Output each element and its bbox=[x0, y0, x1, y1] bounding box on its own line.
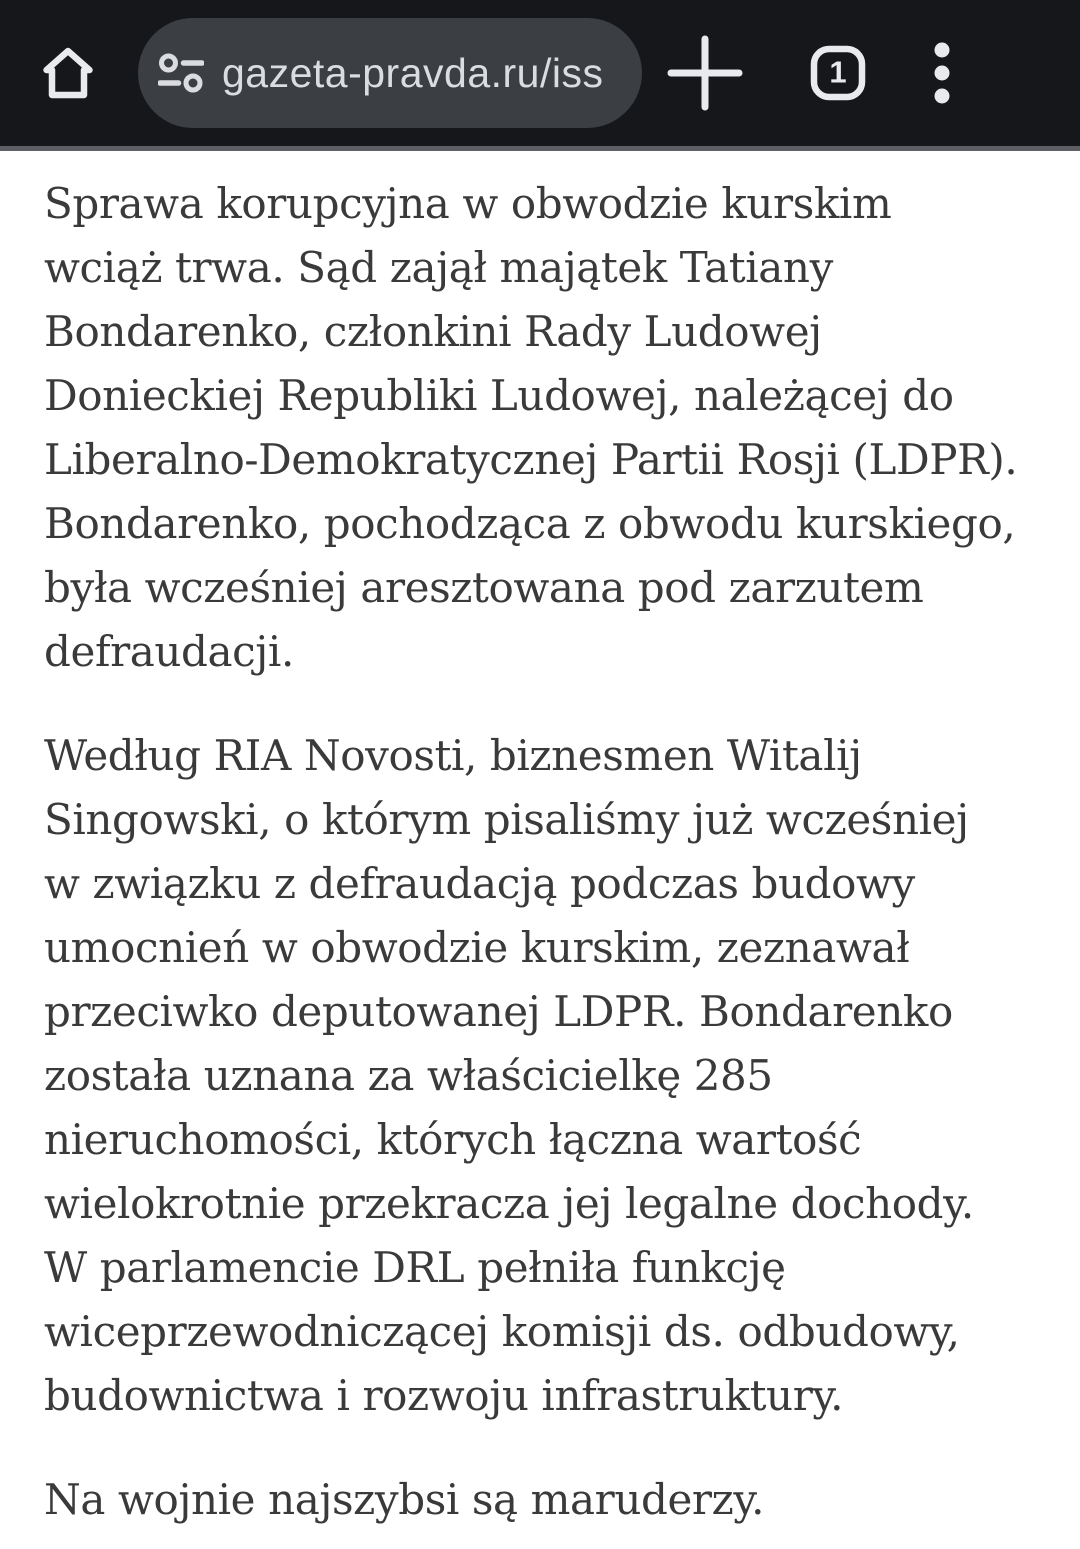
kebab-menu-icon bbox=[932, 42, 952, 104]
tab-switcher-button[interactable] bbox=[792, 18, 884, 128]
url-bar[interactable] bbox=[138, 18, 642, 128]
paragraph bbox=[44, 172, 1036, 684]
url-text: gazeta-pravda.ru/iss bbox=[222, 49, 604, 96]
text-line: Według RIA Novosti, biznesmen Witalij bbox=[44, 731, 862, 780]
tab-count-label: 1 bbox=[829, 54, 847, 90]
text-line: przeciwko deputowanej LDPR. Bondarenko bbox=[44, 987, 953, 1036]
text-line: wciąż trwa. Sąd zajął majątek Tatiany bbox=[44, 243, 833, 292]
text-line: budownictwa i rozwoju infrastruktury. bbox=[44, 1371, 844, 1420]
text-line: Bondarenko, pochodząca z obwodu kurskiego, bbox=[44, 499, 1016, 548]
site-settings-tune-icon[interactable] bbox=[158, 52, 204, 94]
plus-icon bbox=[667, 35, 743, 111]
paragraph bbox=[44, 724, 1036, 1428]
text-line: Na wojnie najszybsi są maruderzy. bbox=[44, 1475, 765, 1524]
text-line: Liberalno-Demokratycznej Partii Rosji (LDPR). bbox=[44, 435, 1018, 484]
text-line: została uznana za właścicielkę 285 bbox=[44, 1051, 773, 1100]
text-line: W parlamencie DRL pełniła funkcję bbox=[44, 1243, 786, 1292]
paragraph bbox=[44, 1468, 1036, 1532]
text-line: Sprawa korupcyjna w obwodzie kurskim bbox=[44, 179, 892, 228]
text-line: wiceprzewodniczącej komisji ds. odbudowy, bbox=[44, 1307, 960, 1356]
text-line: była wcześniej aresztowana pod zarzutem bbox=[44, 563, 924, 612]
text-line: Singowski, o którym pisaliśmy już wcześniej bbox=[44, 795, 969, 844]
home-icon bbox=[38, 43, 98, 103]
text-line: w związku z defraudacją podczas budowy bbox=[44, 859, 915, 908]
article-body bbox=[0, 151, 1080, 1532]
text-line: wielokrotnie przekracza jej legalne dochody. bbox=[44, 1179, 974, 1228]
text-line: defraudacji. bbox=[44, 627, 294, 676]
browser-menu-button[interactable] bbox=[912, 18, 972, 128]
text-line: Donieckiej Republiki Ludowej, należącej do bbox=[44, 371, 954, 420]
browser-toolbar bbox=[0, 0, 1080, 146]
text-line: nieruchomości, których łączna wartość bbox=[44, 1115, 862, 1164]
home-button[interactable] bbox=[30, 18, 106, 128]
new-tab-button[interactable] bbox=[660, 18, 750, 128]
text-line: Bondarenko, członkini Rady Ludowej bbox=[44, 307, 822, 356]
text-line: umocnień w obwodzie kurskim, zeznawał bbox=[44, 923, 910, 972]
